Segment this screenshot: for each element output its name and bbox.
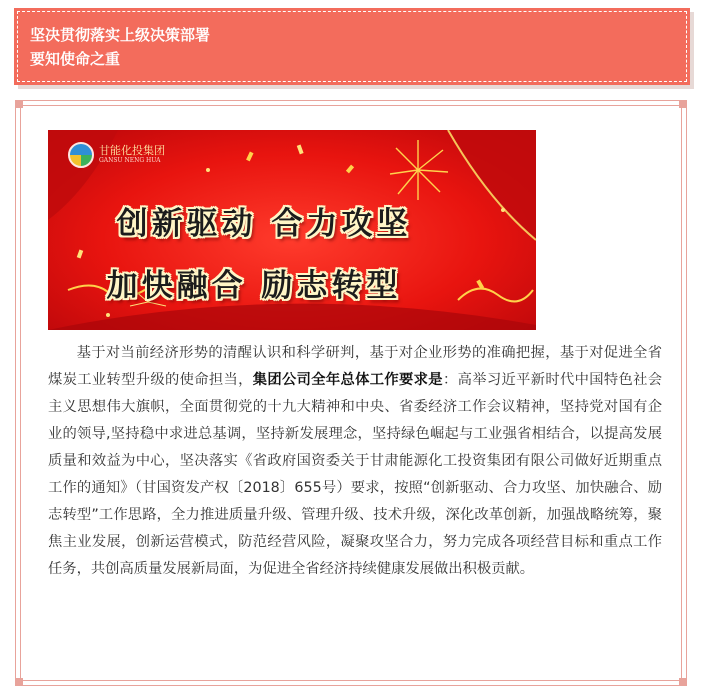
header-dashed-border (17, 11, 687, 82)
article-body: ：高举习近平新时代中国特色社会主义思想伟大旗帜，全面贯彻党的十九大精神和中央、省委经济工作会议精神，坚持党对国有企业的领导,坚持稳中求进总基调，坚持新发展理念，坚持绿色崛起与工业强省相结合，以提高发展质量和效益为中心，坚决落实《省政府国资委关于甘肃能源化工投资集团有限公司做好近期重点工作的通知》（甘国资发产权〔2018〕655号）要求，按照“创新驱动、合力攻坚、加快融合、励志转型”工作思路，全力推进质量升级、管理升级、技术升级，深化改革创新，加强战略统筹，聚焦主业发展，创新运营模式，防范经营风险，凝聚攻坚合力，努力完成各项经营目标和重点工作任务，共创高质量发展新局面，为促进全省经济持续健康发展做出积极贡献。 (48, 372, 663, 577)
article-intro: 基于对当前经济形势的清醒认识和科学研判，基于对企业形势的准确把握，基于对促进全省煤炭工业转型升级的使命担当， (48, 345, 662, 388)
corner-ornament-top-left (15, 100, 23, 108)
logo-subtext: GANSU NENG HUA (99, 157, 161, 164)
company-logo (68, 142, 165, 168)
slogan-banner-image (48, 130, 536, 330)
section-header (14, 8, 690, 85)
corner-ornament-bottom-left (15, 678, 23, 686)
corner-ornament-top-right (679, 100, 687, 108)
corner-ornament-bottom-right (679, 678, 687, 686)
header-title-line1: 坚决贯彻落实上级决策部署 (30, 26, 211, 44)
slogan-line1: 创新驱动 合力攻坚 (116, 206, 412, 242)
article-paragraph (48, 340, 662, 583)
logo-icon (68, 142, 94, 168)
slogan-line2: 加快融合 励志转型 (106, 268, 402, 304)
firework-icon (390, 140, 448, 200)
article-emphasis: 集团公司全年总体工作要求是 (252, 372, 443, 388)
header-title-line2: 要知使命之重 (30, 50, 121, 68)
logo-text: 甘能化投集团 (99, 144, 165, 157)
